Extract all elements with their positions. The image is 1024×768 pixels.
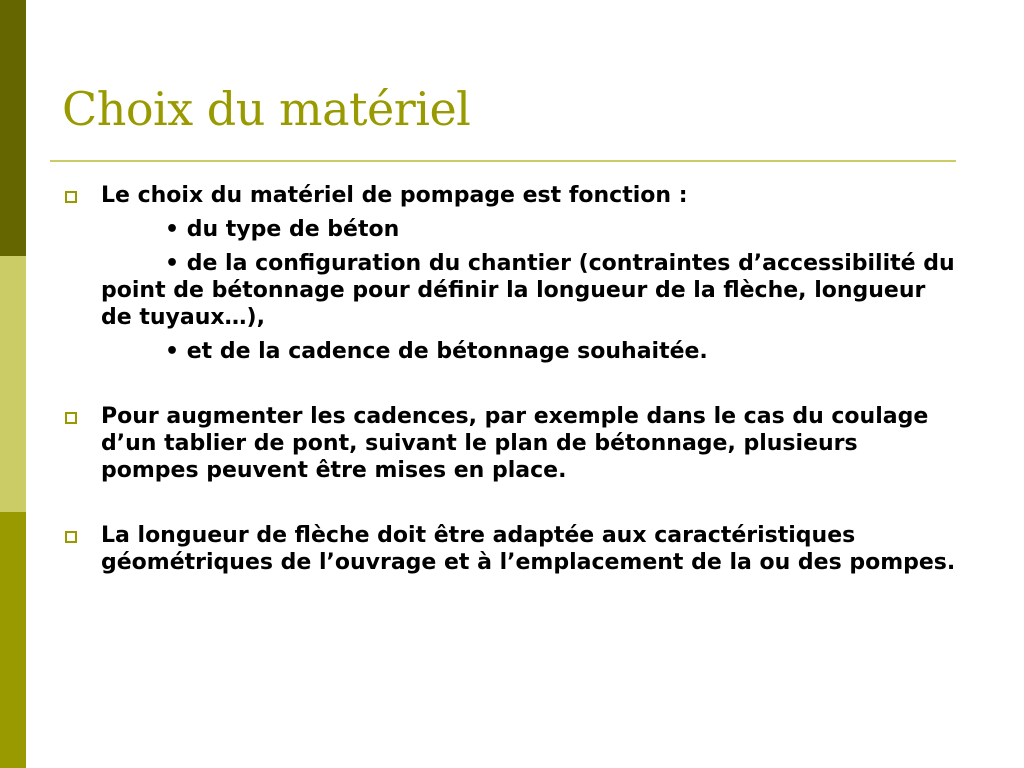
bullet-item-multiple-pumps	[62, 403, 962, 484]
sub-item-site-configuration: • de la configuration du chantier (contraintes d’accessibilité du point de bétonnage pour définir la longueur de la flèche, longueur de tuyaux…),	[101, 251, 955, 330]
side-bar-segment-light	[0, 256, 26, 512]
bullet-item-pump-choice	[62, 182, 962, 365]
slide-title: Choix du matériel	[62, 82, 471, 136]
sub-item-pouring-rate: • et de la cadence de bétonnage souhaitée.	[165, 339, 708, 364]
bullet-text: La longueur de flèche doit être adaptée aux caractéristiques géométriques de l’ouvrage et à l’emplacement de la ou des pompes.	[101, 523, 956, 575]
side-color-bar	[0, 0, 26, 768]
square-bullet-icon	[65, 191, 77, 203]
bullet-item-boom-length	[62, 522, 962, 576]
square-bullet-icon	[65, 531, 77, 543]
square-bullet-icon	[65, 412, 77, 424]
sub-item-concrete-type: • du type de béton	[165, 217, 400, 242]
bullet-text: Pour augmenter les cadences, par exemple dans le cas du coulage d’un tablier de pont, suivant le plan de bétonnage, plusieurs pompes peuvent être mises en place.	[101, 404, 929, 483]
bullet-text: Le choix du matériel de pompage est fonction :	[101, 183, 688, 208]
title-underline	[50, 160, 956, 162]
slide-body	[62, 182, 962, 576]
side-bar-segment-dark	[0, 0, 26, 256]
side-bar-segment-olive	[0, 512, 26, 768]
